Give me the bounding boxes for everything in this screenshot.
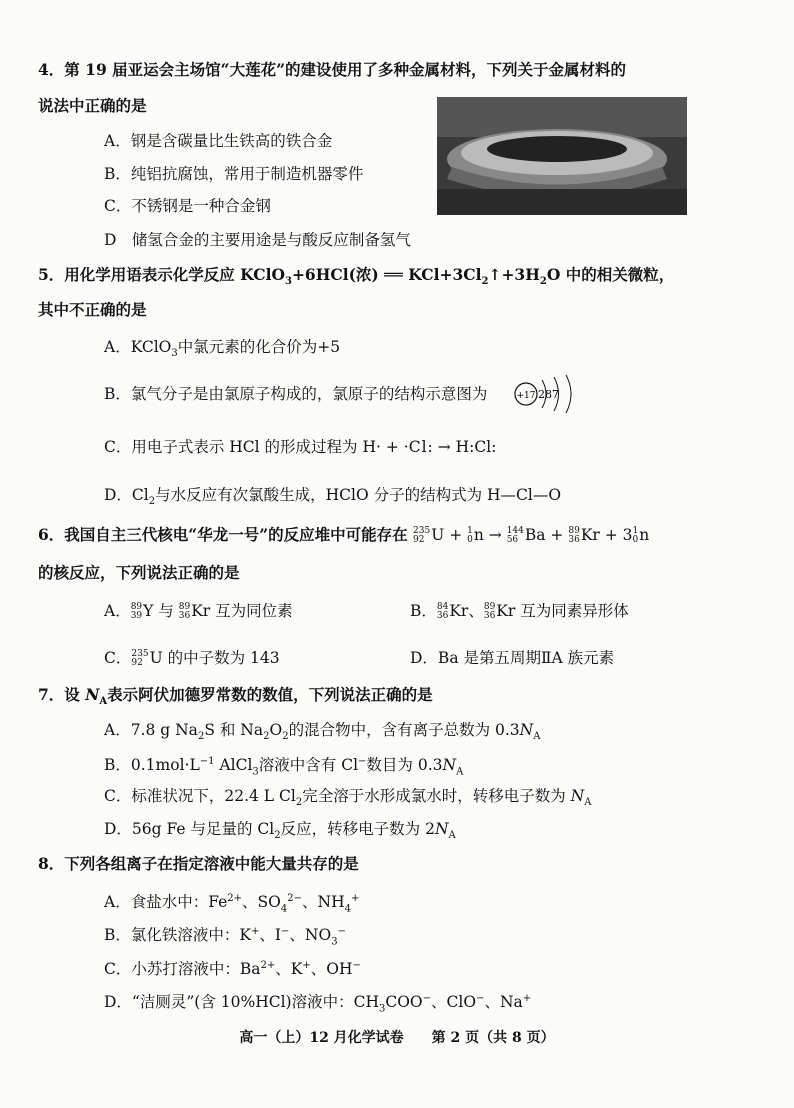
chlorine-atom-diagram: [512, 372, 584, 416]
atom-nucleus-label: +17: [516, 391, 536, 401]
q8-option-b: B．氯化铁溶液中：K+、I−、$NO_3^-$: [104, 926, 346, 948]
q6-option-b: B． 84 36 Kr、 89 36 Kr 互为同素异形体: [410, 602, 629, 621]
q5-option-b: B．氯气分子是由氯原子构成的，氯原子的结构示意图为: [104, 385, 488, 403]
q5-option-c: C．用电子式表示 HCl 的形成过程为 H· + ·Cl: → H:Cl:: [104, 438, 497, 456]
q4-stem-line2: 说法中正确的是: [38, 96, 147, 115]
q6-option-c: C． 235 92 U 的中子数为 143: [104, 649, 280, 668]
q8-option-c: C．小苏打溶液中：$Ba^{2+}$、K+、OH−: [104, 960, 361, 979]
q8-option-a: A．食盐水中：$Fe^{2+}$、$SO_4^{2-}$、$NH_4^+$: [104, 893, 360, 915]
q4-option-a: A．钢是含碳量比生铁高的铁合金: [104, 132, 333, 150]
q7-option-c: C．标准状况下，22.4 L $Cl_2$完全溶于水形成氯水时，转移电子数为 $N_A$: [104, 787, 592, 809]
q4-option-c: C．不锈钢是一种合金钢: [104, 197, 271, 215]
nuclear-equation: 235 92 U + 1 0 n → 144 56 Ba + 89 36 Kr + 3 1 0 n: [413, 526, 650, 545]
q4-option-b: B．纯铝抗腐蚀，常用于制造机器零件: [104, 165, 364, 183]
stadium-illustration: [437, 97, 687, 215]
q4-option-d: D 储氢合金的主要用途是与酸反应制备氢气: [104, 231, 411, 249]
stadium-photo: [437, 97, 687, 215]
page-footer: 高一（上）12 月化学试卷 第 2 页（共 8 页）: [239, 1030, 555, 1046]
q6-option-a: A． 89 39 Y 与 89 36 Kr 互为同位素: [104, 602, 293, 621]
q7-option-b: B．$0.1mol\cdot L^{-1}$ AlCl$_3$溶液中含有 Cl−数目为 $0.3N_A$: [104, 756, 464, 778]
q6-stem-line2: 的核反应，下列说法正确的是: [38, 563, 240, 582]
q5-option-a: A．KClO$_3$中氯元素的化合价为+5: [104, 338, 341, 360]
q7-stem: 7．设 $N_A$表示阿伏加德罗常数的数值，下列说法正确的是: [38, 685, 433, 708]
q7-option-a: A．7.8 g $Na_2S$ 和 $Na_2O_2$的混合物中，含有离子总数为 $0.3N_A$: [104, 721, 541, 743]
q6-stem-line1: 6．我国自主三代核电“华龙一号”的反应堆中可能存在 235 92 U + 1 0 n → 144 56 Ba + 89 36 Kr + 3 1 0 n: [38, 525, 650, 545]
q7-option-d: D．56g Fe 与足量的 $Cl_2$反应，转移电子数为 $2N_A$: [104, 820, 456, 842]
q5-stem-line1: 5．用化学用语表示化学反应 KClO$_3$+6HCl(浓) ══ $KCl+3Cl_2↑+3H_2O$ 中的相关微粒，: [38, 265, 675, 288]
q8-stem: 8．下列各组离子在指定溶液中能大量共存的是: [38, 854, 359, 873]
atom-shell-electrons: 287: [538, 388, 559, 401]
q6-option-d: D．Ba 是第五周期ⅡA 族元素: [410, 649, 615, 667]
q5-option-d: D．$Cl_2$与水反应有次氯酸生成，HClO 分子的结构式为 H—Cl—O: [104, 486, 562, 508]
q5-stem-line2: 其中不正确的是: [38, 300, 147, 319]
q4-stem-line1: 4．第 19 届亚运会主场馆“大莲花”的建设使用了多种金属材料，下列关于金属材料的: [38, 60, 626, 79]
q8-option-d: D．“洁厕灵”(含 10%HCl)溶液中：$CH_3COO^-$、ClO−、Na+: [104, 993, 532, 1015]
